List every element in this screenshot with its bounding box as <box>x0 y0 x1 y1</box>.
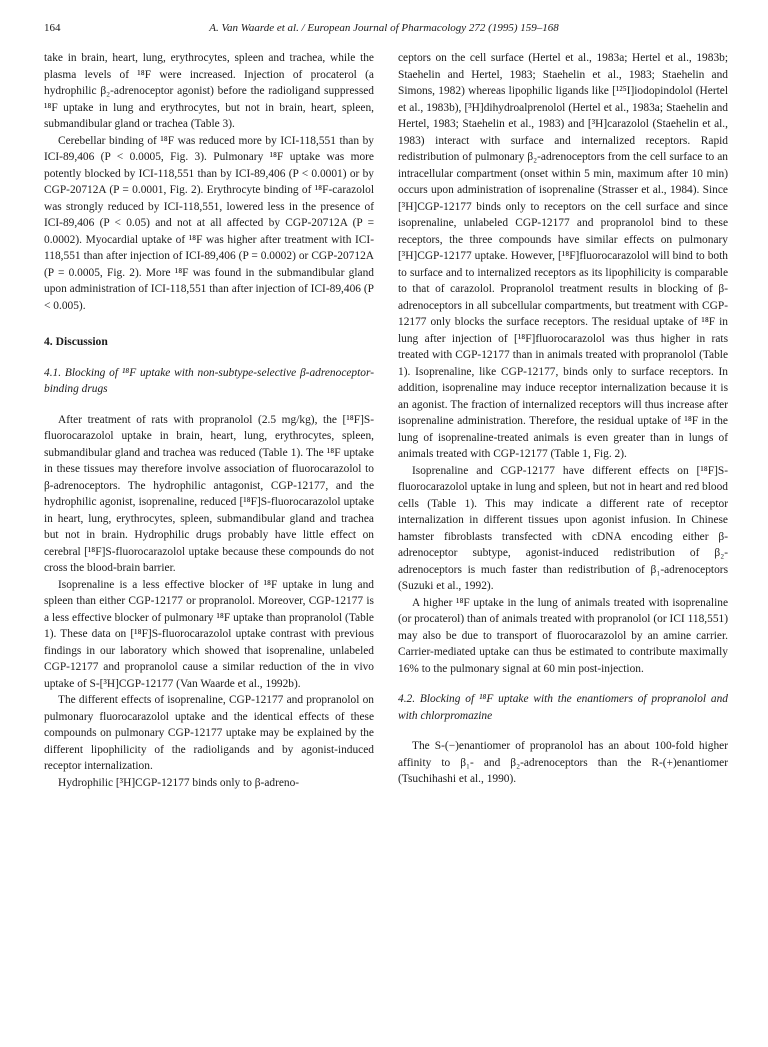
paragraph-higher-uptake: A higher ¹⁸F uptake in the lung of animals treated with isoprenaline (or procaterol) than of animals treated with propranolol (or ICI 118,551) may also be due to transport of fluorocarazolol by an amine carrier. Carrier-mediated uptake can thus be estimated to contribute maximally 16% to the pulmonary signal at 60 min post-injection. <box>398 596 728 675</box>
left-column <box>44 50 374 791</box>
subsection-heading-4-2: 4.2. Blocking of ¹⁸F uptake with the enantiomers of propranolol and with chlorpromazine <box>398 693 728 722</box>
paragraph-intro: take in brain, heart, lung, erythrocytes, spleen and trachea, while the plasma levels of ¹⁸F were increased. Injection of procaterol (a hydrophilic β₂-adrenoceptor agonist) before the radioligand suppressed ¹⁸F uptake in lung and erythrocytes, but not in brain, heart, spleen, submandibular gland or trachea (Table 3). <box>44 52 374 130</box>
subsection-heading-4-1: 4.1. Blocking of ¹⁸F uptake with non-subtype-selective β-adrenoceptor-binding drugs <box>44 366 374 395</box>
running-title: A. Van Waarde et al. / European Journal of Pharmacology 272 (1995) 159–168 <box>209 22 559 34</box>
paragraph-effects: The different effects of isoprenaline, CGP-12177 and propranolol on pulmonary fluorocarazolol uptake and the identical effects of these compounds on pulmonary CGP-12177 uptake may be explained by the different lipophilicity of the radioligands and by agonist-induced receptor internalization. <box>44 694 374 772</box>
paragraph-isoprenaline: Isoprenaline is a less effective blocker of ¹⁸F uptake in lung and spleen than either CGP-12177 or propranolol. Moreover, CGP-12177 is a less effective blocker of pulmonary ¹⁸F uptake than propranolol (Table 1). These data on [¹⁸F]S-fluorocarazolol uptake contrast with previous findings in our laboratory which showed that isoprenaline, unlabeled CGP-12177 and propranolol cause a similar reduction of the in vivo uptake of S-[³H]CGP-12177 (Van Waarde et al., 1992b). <box>44 578 374 690</box>
paragraph-hydrophilic: Hydrophilic [³H]CGP-12177 binds only to β-adreno- <box>58 776 300 789</box>
paragraph-cerebellar: Cerebellar binding of ¹⁸F was reduced more by ICI-118,551 than by ICI-89,406 (P < 0.0005, Fig. 3). Pulmonary ¹⁸F uptake was more potently blocked by ICI-118,551 than by ICI-89,406 (P < 0.0001) or by CGP-20712A (P = 0.0001, Fig. 2). Erythrocyte binding of ¹⁸F-carazolol was strongly reduced by ICI-118,551, lowered less in the presence of ICI-89,406 (P < 0.05) and not at all affected by CGP-20712A (P = 0.0002). Myocardial uptake of ¹⁸F was higher after treatment with ICI-118,551 than after injection of ICI-89,406 (P = 0.0002) or CGP-20712A (P = 0.0005, Fig. 2). More ¹⁸F was found in the submandibular gland upon administration of ICI-118,551 than after injection of ICI-89,406 (P < 0.005). <box>44 134 374 312</box>
right-column <box>398 50 728 788</box>
paragraph-iso-cgp: Isoprenaline and CGP-12177 have different effects on [¹⁸F]S-fluorocarazolol uptake in lung and spleen, but not in heart and red blood cells (Table 1). This may indicate a different rate of receptor internalization in different tissues upon agonist infusion. In Chinese hamster fibroblasts transfected with cDNA encoding either β-adrenoceptor subtype, agonist-induced redistribution of β₂-adrenoceptors is much faster than redistribution of β₁-adrenoceptors (Suzuki et al., 1992). <box>398 464 728 592</box>
section-heading-discussion: 4. Discussion <box>44 335 108 348</box>
page-number: 164 <box>44 22 61 34</box>
page-header <box>44 22 724 38</box>
paragraph-enantiomer: The S-(−)enantiomer of propranolol has an about 100-fold higher affinity to β₁- and β₂-adrenoceptors than the R-(+)enantiomer (Tsuchihashi et al., 1990). <box>398 740 728 785</box>
paragraph-receptors: ceptors on the cell surface (Hertel et al., 1983a; Hertel et al., 1983b; Staehelin and Hertel, 1983; Staehelin et al., 1983; Staehelin and Simons, 1982) whereas lipophilic ligands like [¹²⁵I]iodopindolol (Hertel et al., 1983b), [³H]dihydroalprenolol (Hertel et al., 1983a; Staehelin and Hertel, 1983; Staehelin et al., 1983) and [³H]carazolol (Staehelin et al., 1983) interact with surface and internalized receptors. Rapid redistribution of pulmonary β₂-adrenoceptors from the cell surface to an intracellular compartment (onset within 5 min, maximum after 10 min) occurs upon administration of isoprenaline (Strasser et al., 1984). Since [³H]CGP-12177 binds only to receptors on the cell surface and since isoprenaline, unlabeled CGP-12177 and propranolol bind to these receptors, the three compounds have similar effects on pulmonary [³H]CGP-12177 uptake. However, [¹⁸F]fluorocarazolol will bind to both to surface and to internalized receptors as its lipophilicity is comparable to that of carazolol. Propranolol treatment results in blocking of β-adrenoceptors in all subcellular compartments, but treatment with CGP-12177 only blocks the surface receptors. The residual uptake of ¹⁸F in lung after injection of [¹⁸F]fluorocarazolol was thus higher in rats treated with CGP-12177 than in animals treated with propranolol (Table 1). Isoprenaline, like CGP-12177, binds only to surface receptors. In addition, isoprenaline may induce receptor internalization because it is an agonist. The fraction of internalized receptors will thus increase after isoprenaline administration. Therefore, the residual uptake of ¹⁸F in the lung of isoprenaline-treated animals is even greater than in lungs of animals treated with CGP-12177 (Table 1, Fig. 2). <box>398 52 728 460</box>
paragraph-propranolol: After treatment of rats with propranolol (2.5 mg/kg), the [¹⁸F]S-fluorocarazolol uptake in brain, heart, lung, erythrocytes, spleen, submandibular gland and trachea was reduced (Table 1). The ¹⁸F uptake in these tissues may therefore involve association of fluorocarazolol to β-adrenoceptors. The hydrophilic antagonist, CGP-12177, and the hydrophilic agonist, isoprenaline, reduced [¹⁸F]S-fluorocarazolol uptake in heart, lung, erythrocytes, spleen, submandibular gland and trachea but not in brain. Hydrophilic drugs probably have little effect on cerebral [¹⁸F]S-fluorocarazolol uptake because these compounds do not cross the blood-brain barrier. <box>44 413 374 574</box>
